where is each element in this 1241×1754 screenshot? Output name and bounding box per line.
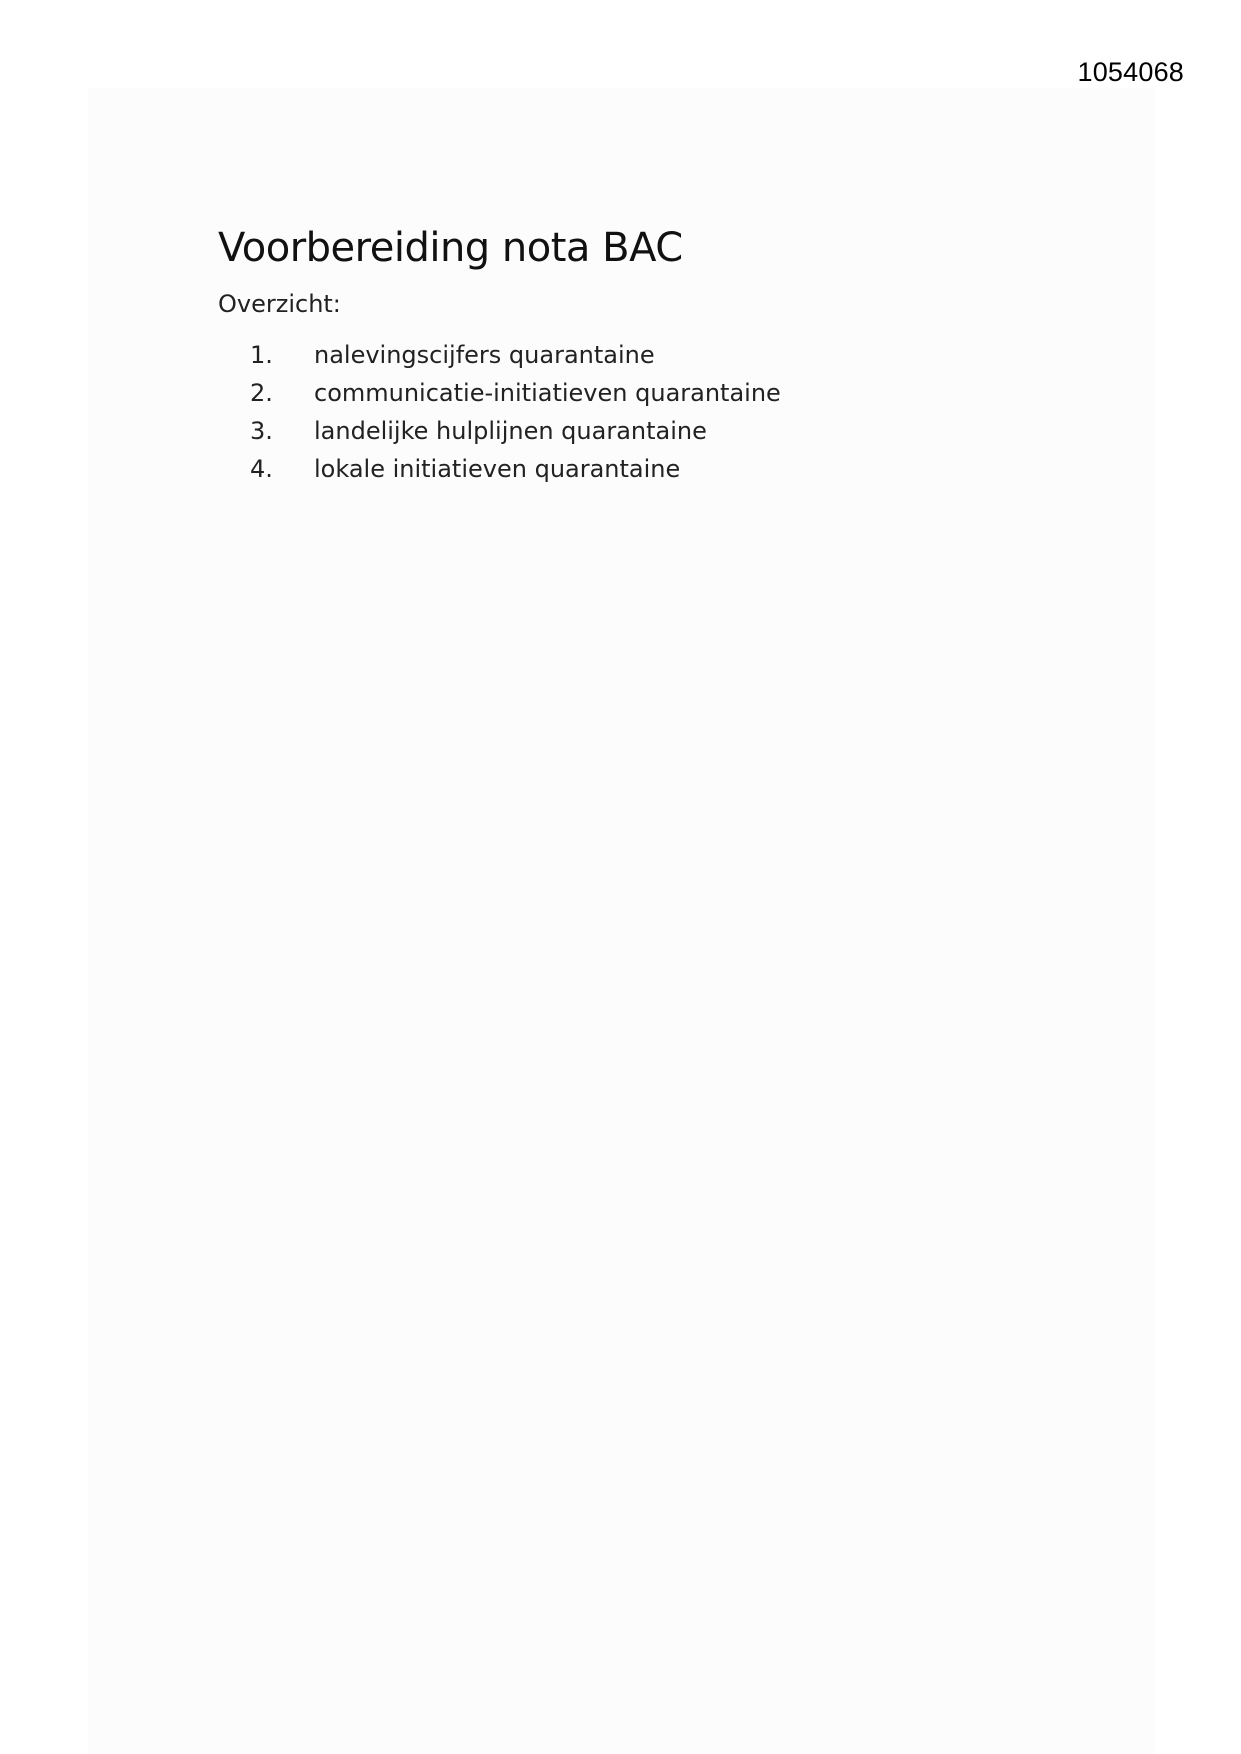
list-item-text: communicatie-initiatieven quarantaine (314, 379, 781, 407)
list-item-text: lokale initiatieven quarantaine (314, 455, 681, 483)
list-item-number: 2. (250, 379, 273, 407)
overview-list (218, 336, 1118, 488)
list-item (218, 412, 1118, 450)
list-item (218, 336, 1118, 374)
list-item (218, 450, 1118, 488)
list-item-text: nalevingscijfers quarantaine (314, 341, 655, 369)
overview-heading: Overzicht: (218, 290, 341, 318)
list-item-number: 3. (250, 417, 273, 445)
list-item-number: 1. (250, 341, 273, 369)
document-content (218, 220, 1118, 488)
list-item-text: landelijke hulplijnen quarantaine (314, 417, 707, 445)
list-item (218, 374, 1118, 412)
document-title: Voorbereiding nota BAC (218, 225, 683, 271)
list-item-number: 4. (250, 455, 273, 483)
document-number: 1054068 (1077, 57, 1184, 87)
